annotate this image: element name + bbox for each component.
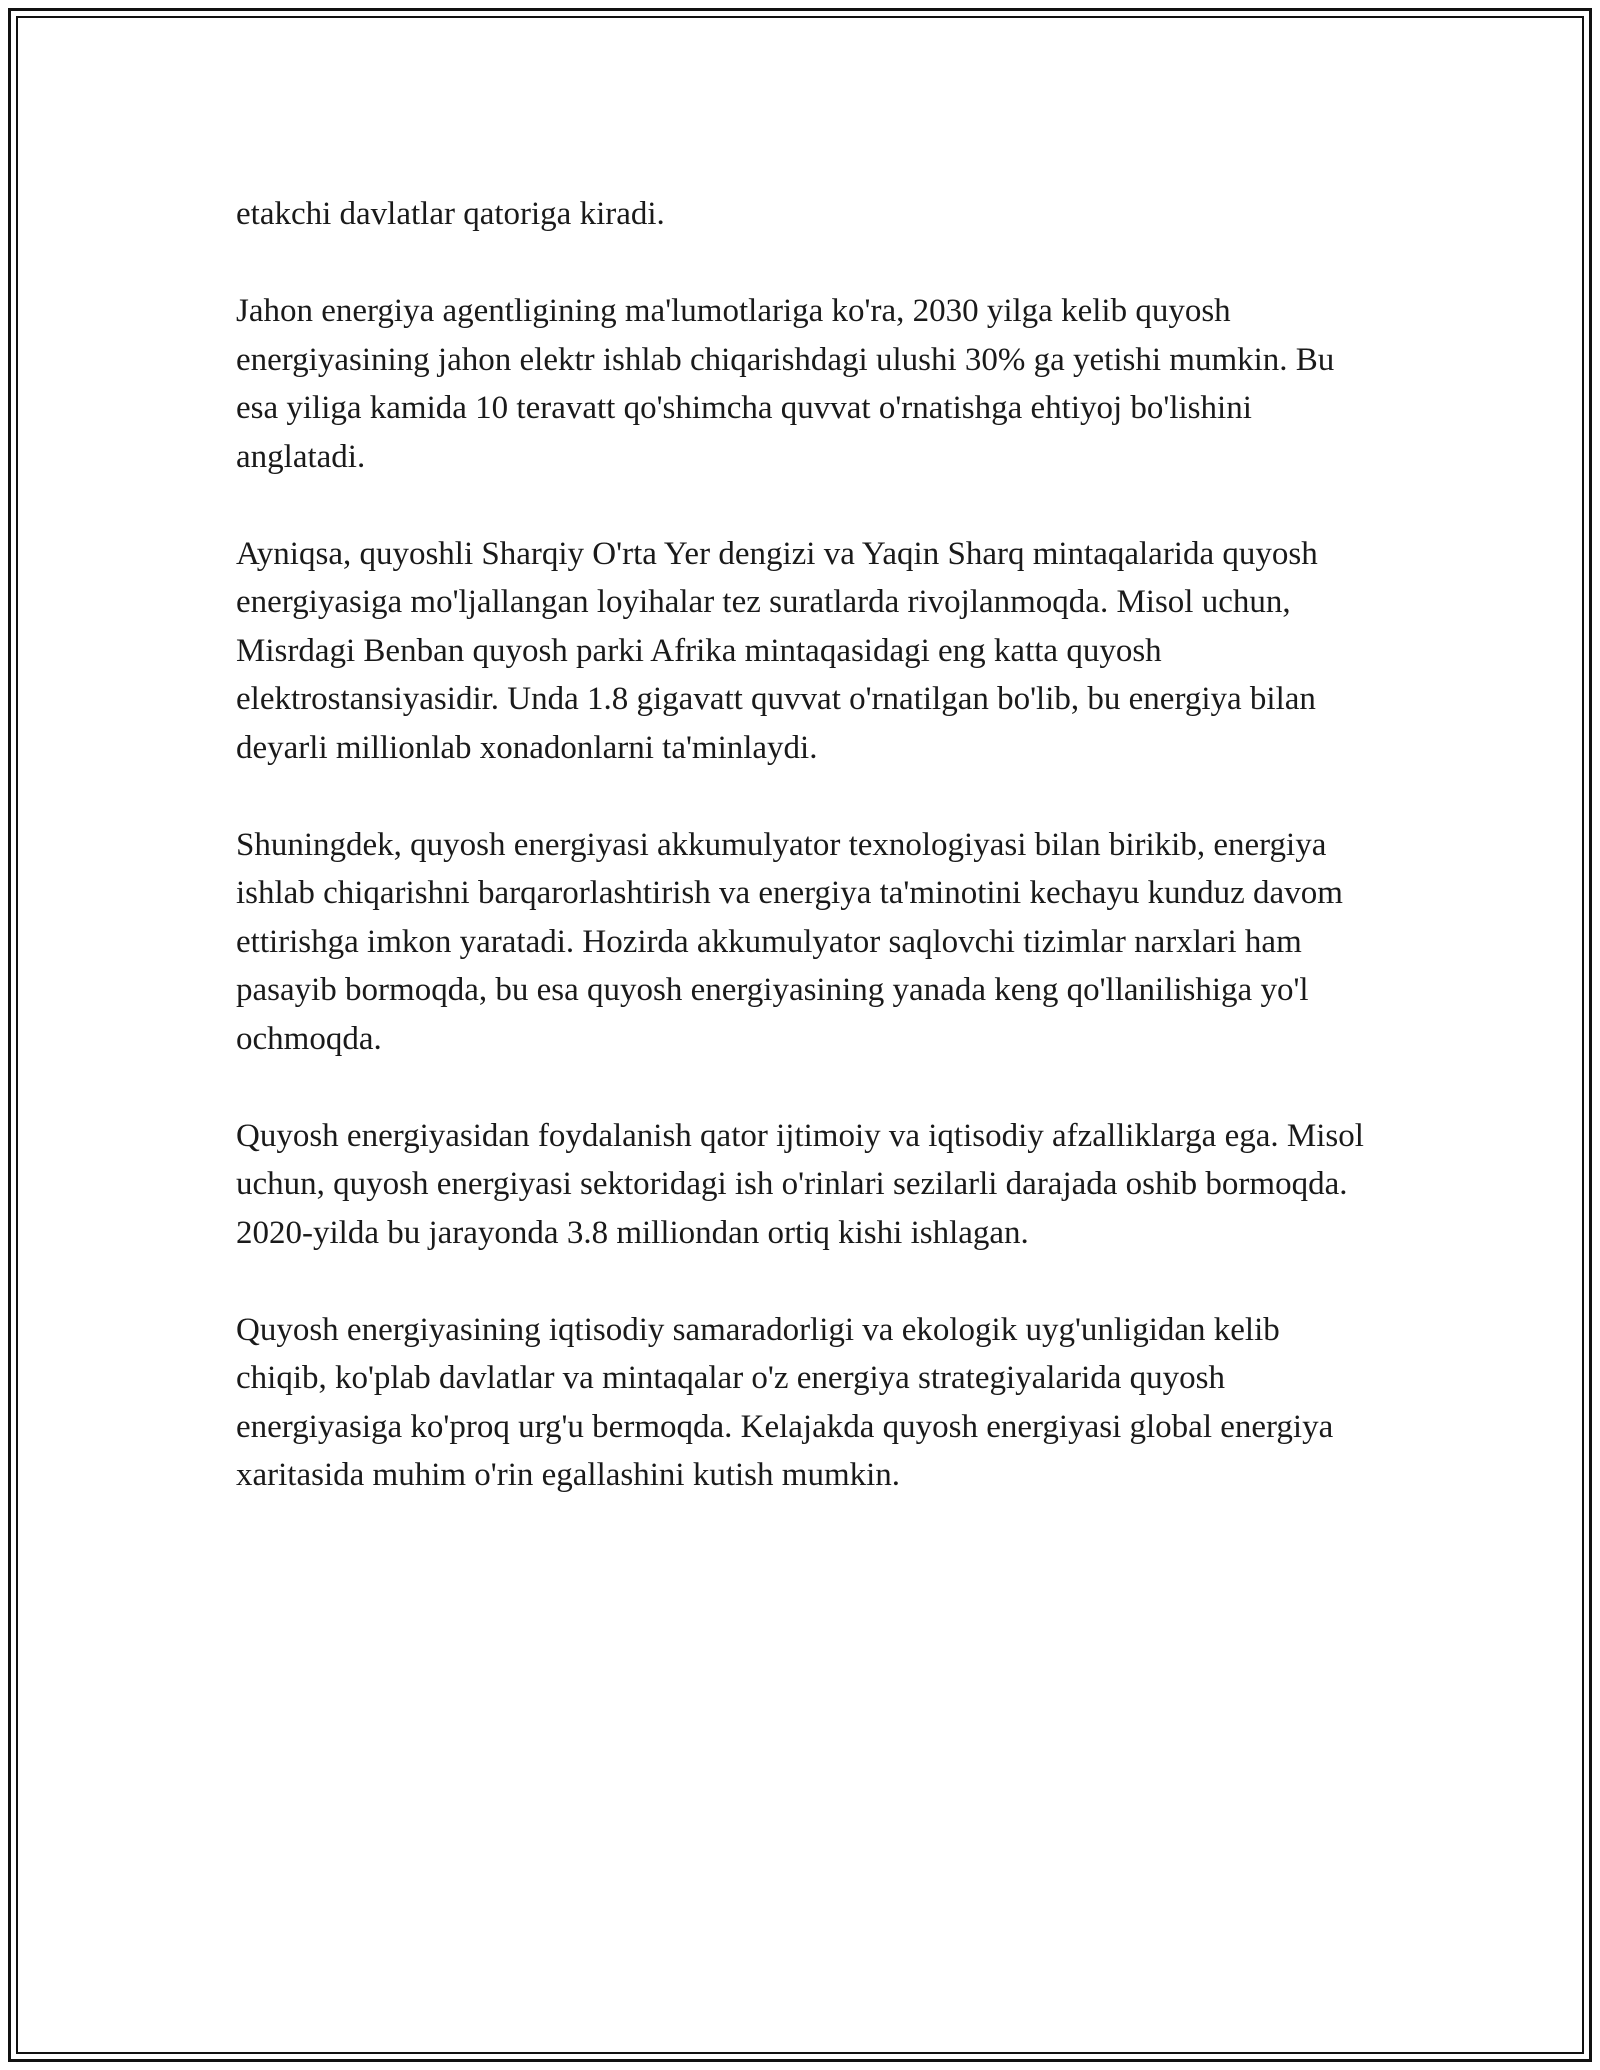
paragraph-4: Shuningdek, quyosh energiyasi akkumulyator texnologiyasi bilan birikib, energiya ishlab chiqarishni barqarorlashtirish va energiya ta'minotini kechayu kunduz davom ettirishga imkon yaratadi. Hozirda akkumulyator saqlovchi tizimlar narxlari ham pasayib bormoqda, bu esa quyosh energiyasining yanada keng qo'llanilishiga yo'l ochmoqda. <box>236 826 1343 1057</box>
paragraph-3: Ayniqsa, quyoshli Sharqiy O'rta Yer dengizi va Yaqin Sharq mintaqalarida quyosh energiyasiga mo'ljallangan loyihalar tez suratlarda rivojlanmoqda. Misol uchun, Misrdagi Benban quyosh parki Afrika mintaqasidagi eng katta quyosh elektrostansiyasidir. Unda 1.8 gigavatt quvvat o'rnatilgan bo'lib, bu energiya bilan deyarli millionlab xonadonlarni ta'minlaydi. <box>236 535 1318 766</box>
paragraph-6: Quyosh energiyasining iqtisodiy samaradorligi va ekologik uyg'unligidan kelib chiqib, ko'plab davlatlar va mintaqalar o'z energiya strategiyalarida quyosh energiyasiga ko'proq urg'u bermoqda. Kelajakda quyosh energiyasi global energiya xaritasida muhim o'rin egallashini kutish mumkin. <box>236 1311 1334 1493</box>
paragraph-1: etakchi davlatlar qatoriga kiradi. <box>236 196 665 232</box>
document-body <box>236 190 1376 1548</box>
paragraph-5: Quyosh energiyasidan foydalanish qator ijtimoiy va iqtisodiy afzalliklarga ega. Misol uchun, quyosh energiyasi sektoridagi ish o'rinlari sezilarli darajada oshib bormoqda. 2020-yilda bu jarayonda 3.8 milliondan ortiq kishi ishlagan. <box>236 1117 1364 1251</box>
paragraph-2: Jahon energiya agentligining ma'lumotlariga ko'ra, 2030 yilga kelib quyosh energiyasining jahon elektr ishlab chiqarishdagi ulushi 30% ga yetishi mumkin. Bu esa yiliga kamida 10 teravatt qo'shimcha quvvat o'rnatishga ehtiyoj bo'lishini anglatadi. <box>236 293 1335 475</box>
